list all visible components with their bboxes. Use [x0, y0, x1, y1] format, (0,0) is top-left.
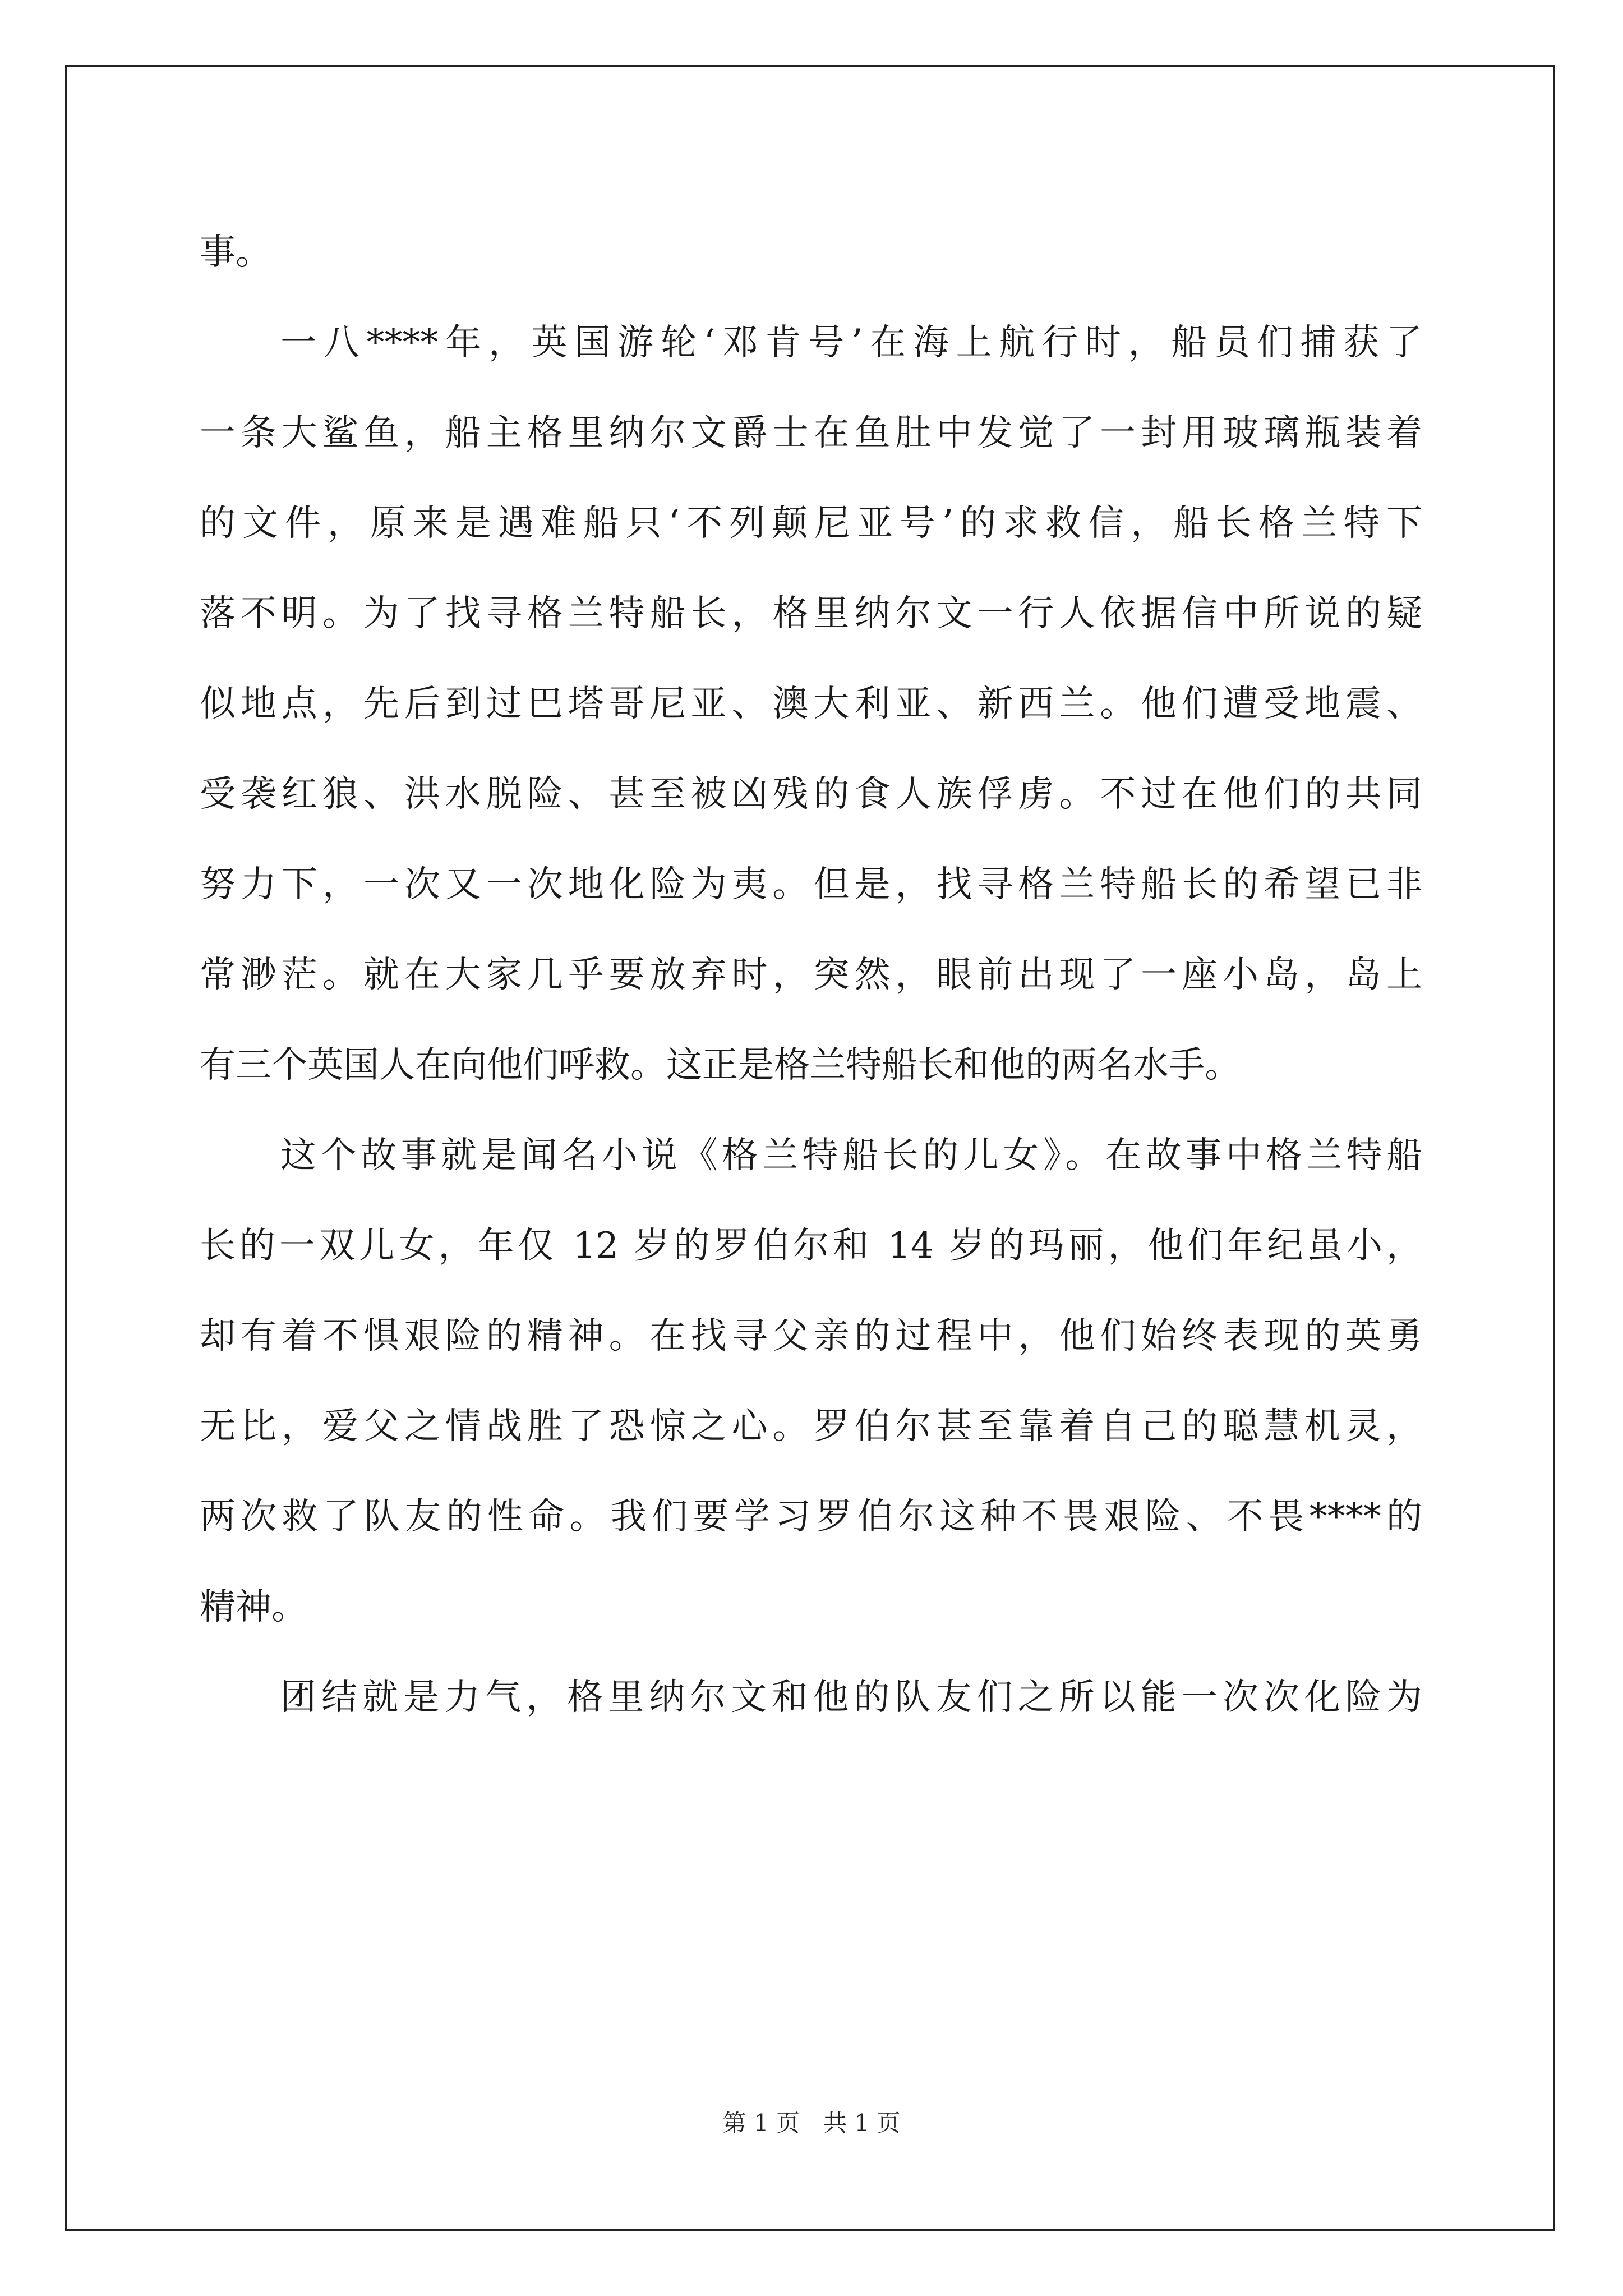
text-line: 落不明。为了找寻格兰特船长，格里纳尔文一行人依据信中所说的疑: [200, 593, 1422, 634]
text-line: 这个故事就是闻名小说《格兰特船长的儿女》。在故事中格兰特船: [280, 1135, 1422, 1176]
text-line: 常渺茫。就在大家几乎要放弃时，突然，眼前出现了一座小岛，岛上: [200, 954, 1422, 996]
text-line: 努力下，一次又一次地化险为夷。但是，找寻格兰特船长的希望已非: [200, 864, 1422, 905]
text-line: 一八****年，英国游轮‘邓肯号’在海上航行时，船员们捕获了: [280, 322, 1422, 364]
text-line: 团结就是力气，格里纳尔文和他的队友们之所以能一次次化险为: [280, 1677, 1422, 1718]
text-line: 似地点，先后到过巴塔哥尼亚、澳大利亚、新西兰。他们遭受地震、: [200, 683, 1422, 725]
text-line: 受袭红狼、洪水脱险、甚至被凶残的食人族俘虏。不过在他们的共同: [200, 774, 1422, 815]
text-line: 却有着不惧艰险的精神。在找寻父亲的过程中，他们始终表现的英勇: [200, 1315, 1422, 1357]
text-line: 一条大鲨鱼，船主格里纳尔文爵士在鱼肚中发觉了一封用玻璃瓶装着: [200, 412, 1422, 454]
text-line: 有三个英国人在向他们呼救。这正是格兰特船长和他的两名水手。: [200, 1045, 1241, 1086]
text-line: 无比，爱父之情战胜了恐惊之心。罗伯尔甚至靠着自己的聪慧机灵，: [200, 1406, 1422, 1447]
text-line: 的文件，原来是遇难船只‘不列颠尼亚号’的求救信，船长格兰特下: [200, 503, 1422, 544]
document-body: [200, 208, 1422, 1743]
text-line: 两次救了队友的性命。我们要学习罗伯尔这种不畏艰险、不畏****的: [200, 1496, 1422, 1538]
text-line: 精神。: [200, 1586, 307, 1628]
page-number-footer: 第 1 页 共 1 页: [722, 2109, 901, 2137]
text-line: 事。: [200, 232, 271, 273]
text-line: 长的一双儿女，年仅 12 岁的罗伯尔和 14 岁的玛丽，他们年纪虽小，: [200, 1225, 1422, 1267]
